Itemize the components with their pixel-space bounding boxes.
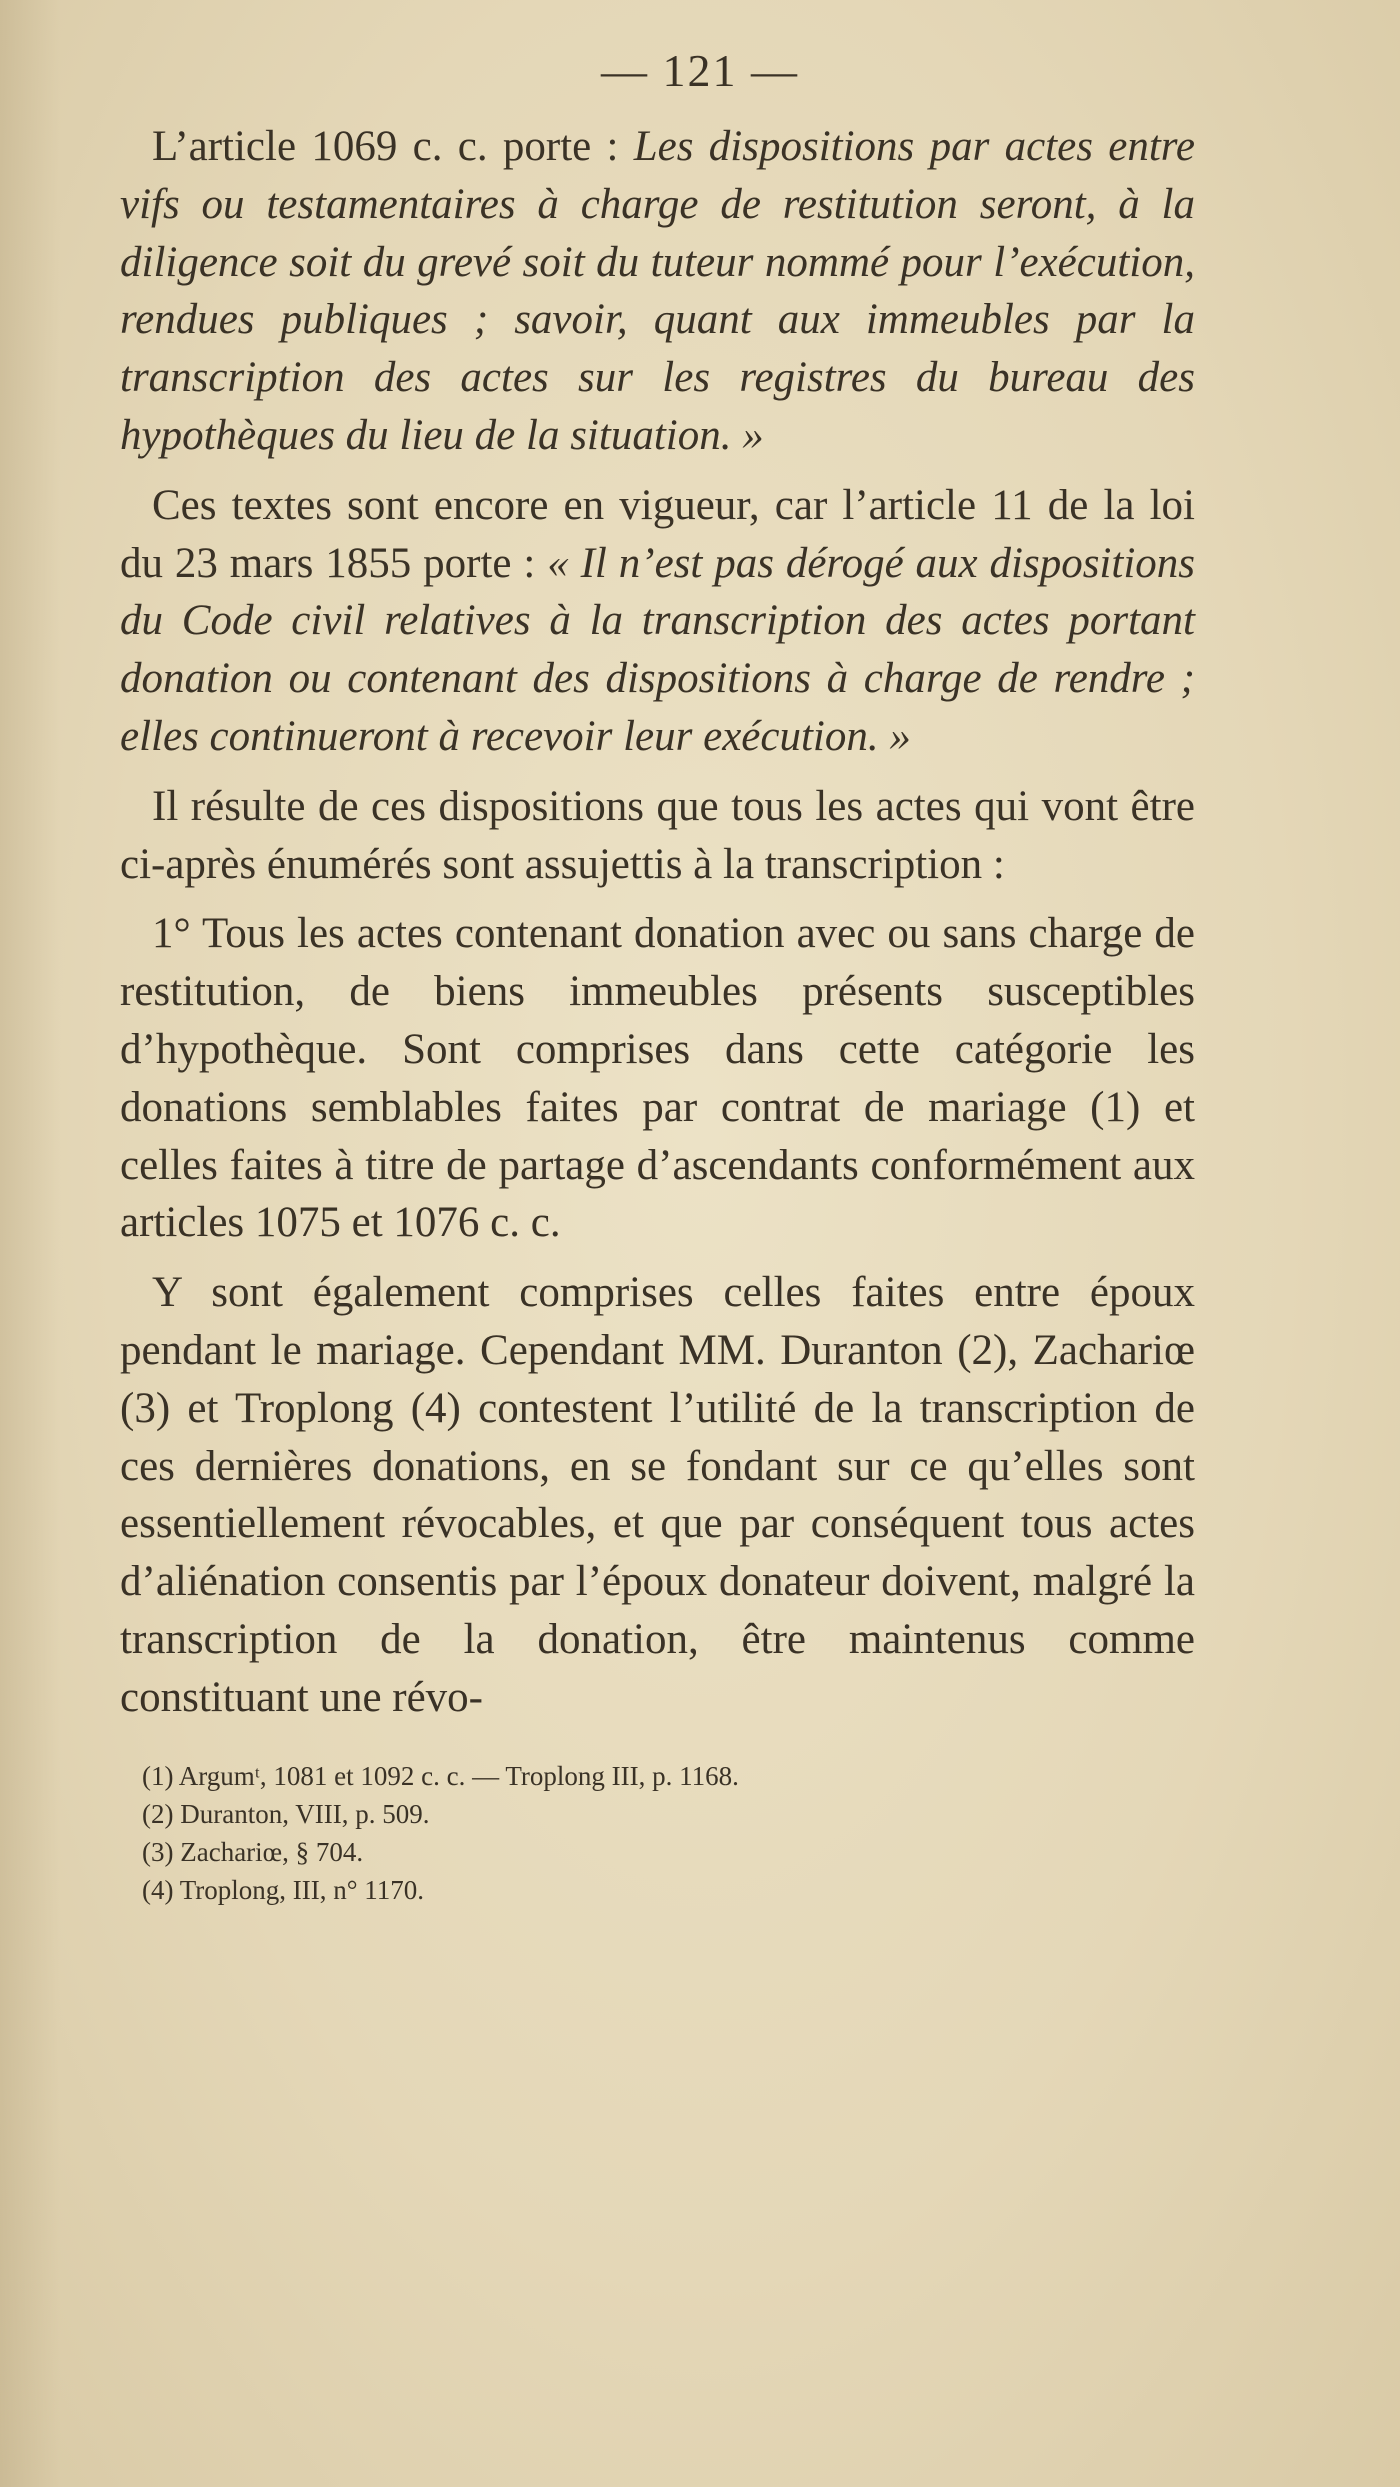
paragraph-lead: L’article 1069 c. c. porte :	[152, 123, 634, 170]
page-number: — 121 —	[601, 45, 799, 96]
paragraph-loi-1855	[120, 477, 1195, 766]
footnote: (1) Argumᵗ, 1081 et 1092 c. c. — Troplong III, p. 1168.	[142, 1760, 739, 1791]
page-edge-shadow	[0, 0, 60, 2487]
footnote: (4) Troplong, III, n° 1170.	[142, 1874, 425, 1905]
paragraph-article-1069	[120, 118, 1195, 465]
quotation: Les dispositions par actes entre vifs ou testamentaires à charge de restitution seront, à la diligence soit du grevé soit du tuteur nommé pour l’exécution, rendues publiques ; savoir, quant aux immeubles par la transcription des actes sur les registres du bureau des hypothèques du lieu de la situation. »	[120, 123, 1195, 459]
paragraph-item-1: 1° Tous les actes contenant donation avec ou sans charge de restitution, de biens immeubles présents susceptibles d’hypothèque. Sont comprises dans cette catégorie les donations semblables faites par contrat de mariage (1) et celles faites à titre de partage d’ascendants conformément aux articles 1075 et 1076 c. c.	[120, 910, 1195, 1247]
page-body	[120, 118, 1195, 1909]
footnote: (2) Duranton, VIII, p. 509.	[142, 1798, 430, 1829]
paragraph-lead: Ces textes sont encore en vigueur, car l’article 11 de la loi du 23 mars 1855 porte :	[120, 481, 1195, 587]
paragraph-epoux: Y sont également comprises celles faites entre époux pendant le mariage. Cependant MM. Duranton (2), Zachariœ (3) et Troplong (4) contestent l’utilité de la transcription de ces dernières donations, en se fondant sur ce qu’elles sont essentiellement révocables, et que par conséquent tous actes d’aliénation consentis par l’époux donateur doivent, malgré la transcription de la donation, être maintenus comme constituant une révo-	[120, 1269, 1195, 1721]
footnotes	[120, 1757, 1195, 1909]
footnote: (3) Zachariœ, § 704.	[142, 1836, 364, 1867]
paragraph-resulte: Il résulte de ces dispositions que tous les actes qui vont être ci-après énumérés sont assujettis à la transcription :	[120, 782, 1195, 888]
quotation: « Il n’est pas dérogé aux dispositions du Code civil relatives à la transcription des actes portant donation ou contenant des dispositions à charge de rendre ; elles continueront à recevoir leur exécution. »	[120, 539, 1196, 760]
